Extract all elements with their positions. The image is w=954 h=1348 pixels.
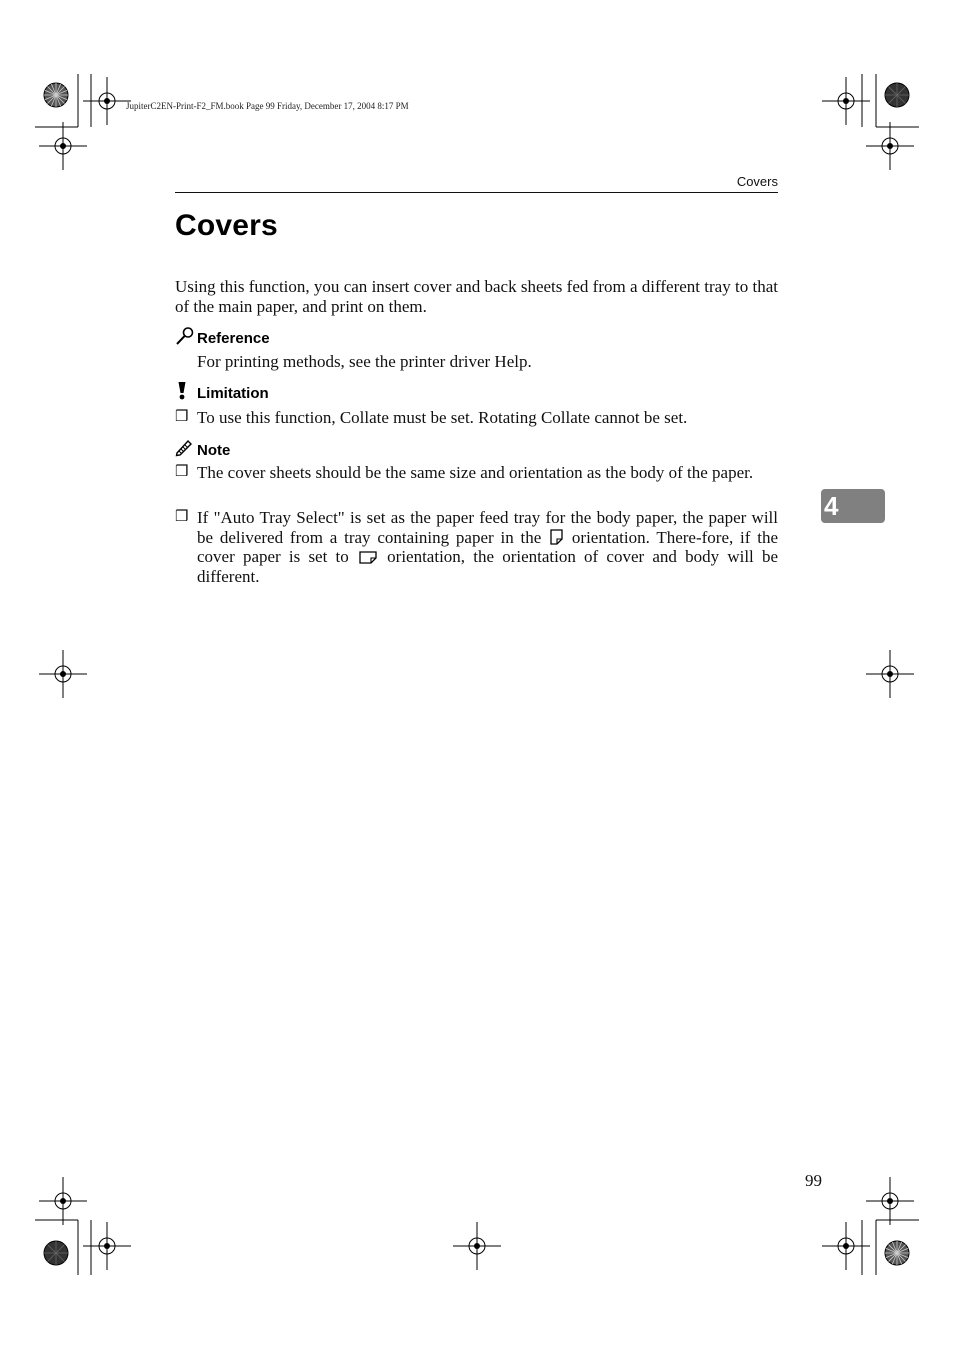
note-item-2-part2: orientation. There-fore, if the cover paper is set to — [197, 527, 779, 566]
exclamation-icon — [175, 381, 195, 401]
limitation-label: Limitation — [197, 385, 269, 402]
limitation-heading — [175, 381, 475, 403]
landscape-paper-icon — [359, 551, 377, 564]
note-item-1-text: The cover sheets should be the same size and orientation as the body of the paper. — [197, 463, 754, 482]
limitation-item-text: To use this function, Collate must be set. Rotating Collate cannot be set. — [197, 408, 688, 427]
limitation-item — [175, 408, 778, 428]
note-item-2-part1: If "Auto Tray Select" is set as the paper feed tray for the body paper, the paper will be delivered from a tray containing paper in the — [197, 508, 778, 547]
pencil-icon — [175, 437, 195, 457]
checkbox-bullet-icon: ❒ — [175, 409, 189, 425]
magnifier-icon — [175, 326, 195, 346]
header-rule — [175, 192, 778, 193]
note-item-2-part3: orientation, the orientation of cover and body will be different. — [197, 547, 779, 586]
note-item-2 — [175, 508, 778, 588]
page-number: 99 — [805, 1171, 822, 1190]
checkbox-bullet-icon: ❒ — [175, 464, 189, 480]
running-head: Covers — [736, 174, 778, 189]
note-heading — [175, 437, 475, 459]
page-title: Covers — [175, 209, 278, 242]
file-slug: JupiterC2EN-Print-F2_FM.book Page 99 Friday, December 17, 2004 8:17 PM — [126, 101, 409, 111]
note-item-1 — [175, 463, 778, 503]
note-label: Note — [197, 442, 231, 459]
intro-paragraph: Using this function, you can insert cover and back sheets fed from a different tray to that of the main paper, and print on them. — [175, 277, 778, 316]
checkbox-bullet-icon: ❒ — [175, 509, 189, 525]
chapter-tab-number: 4 — [824, 491, 839, 521]
reference-heading — [175, 326, 475, 348]
reference-text: For printing methods, see the printer driver Help. — [197, 352, 532, 371]
note-item-2-text — [197, 508, 778, 586]
reference-label: Reference — [197, 330, 270, 347]
portrait-paper-icon — [550, 529, 563, 545]
